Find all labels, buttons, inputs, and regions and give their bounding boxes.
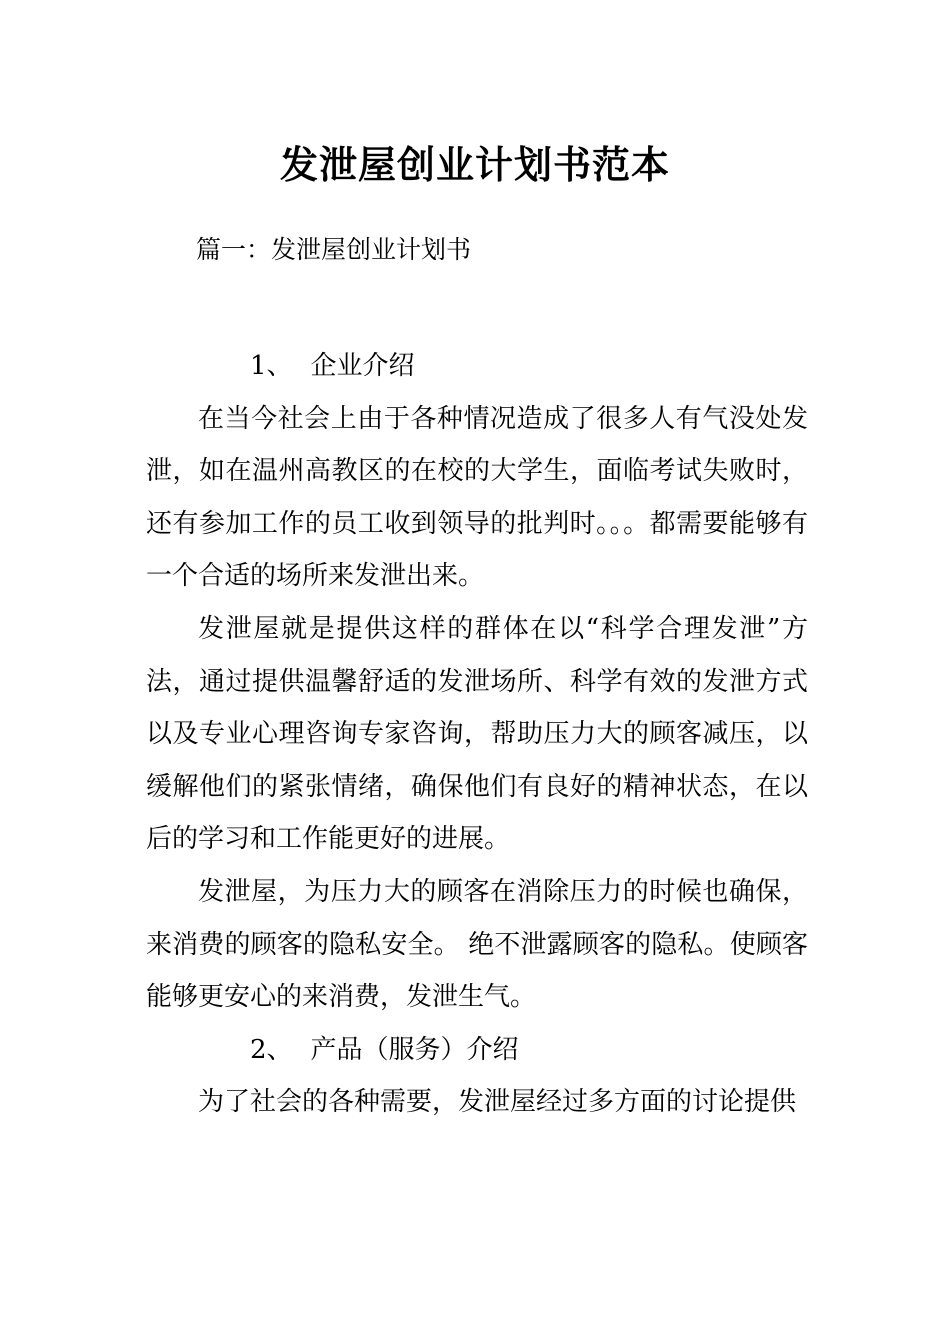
paragraph: 发泄屋就是提供这样的群体在以“科学合理发泄”方法，通过提供温馨舒适的发泄场所、科学有效的发泄方式以及专业心理咨询专家咨询，帮助压力大的顾客减压，以缓解他们的紧张情绪，确保他们有良好的精神状态，在以后的学习和工作能更好的进展。 bbox=[146, 613, 808, 855]
paragraph: 为了社会的各种需要，发泄屋经过多方面的讨论提供 bbox=[198, 1087, 797, 1118]
document-subtitle: 篇一：发泄屋创业计划书 bbox=[196, 235, 472, 264]
section-title-2: 产品（服务）介绍 bbox=[310, 1034, 519, 1065]
paragraph: 发泄屋，为压力大的顾客在消除压力的时候也确保，来消费的顾客的隐私安全。 绝不泄露顾客的隐私。使顾客能够更安心的来消费，发泄生气。 bbox=[146, 876, 808, 1013]
section-heading-1 bbox=[146, 340, 808, 393]
document-title: 发泄屋创业计划书范本 bbox=[279, 142, 670, 187]
section-heading-2 bbox=[146, 1024, 808, 1077]
paragraph: 在当今社会上由于各种情况造成了很多人有气没处发泄，如在温州高教区的在校的大学生，面临考试失败时，还有参加工作的员工收到领导的批判时。。。都需要能够有一个合适的场所来发泄出来。 bbox=[146, 403, 808, 592]
section-number-1: 1、 bbox=[250, 351, 293, 381]
section-number-2: 2、 bbox=[250, 1034, 293, 1065]
section-title-1: 企业介绍 bbox=[310, 351, 415, 381]
document-body bbox=[146, 340, 808, 1129]
